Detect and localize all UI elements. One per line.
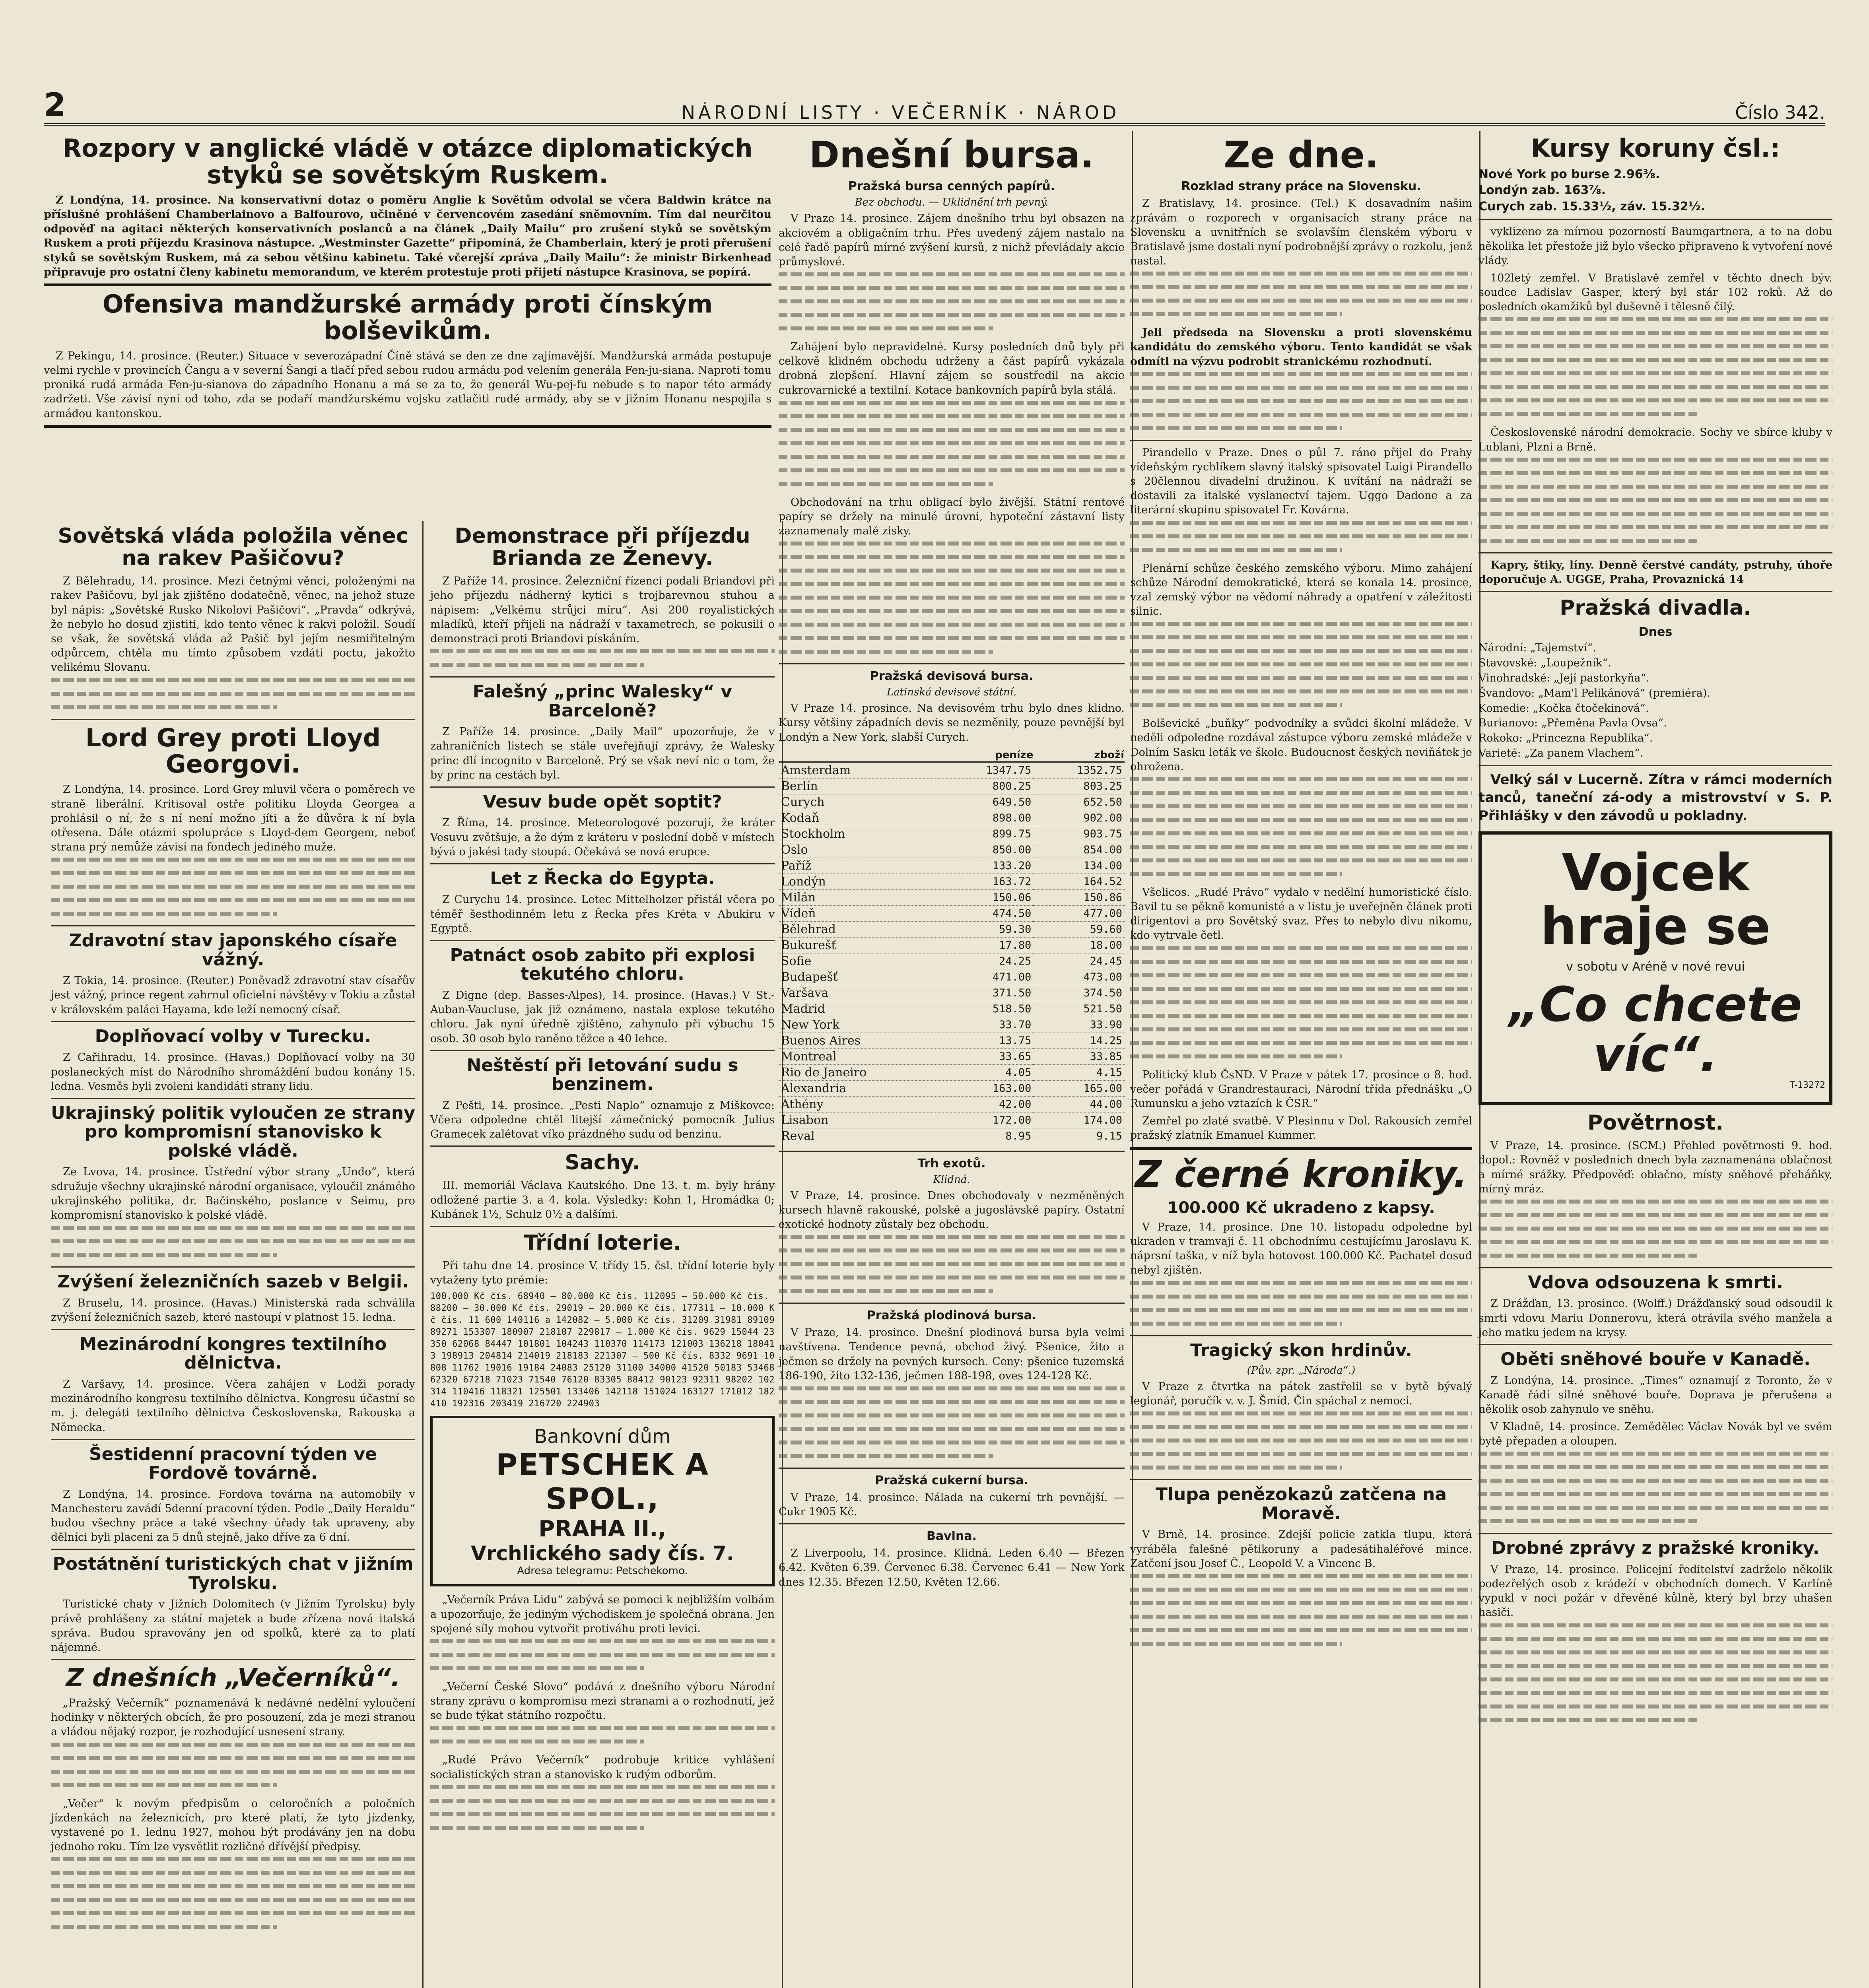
article-body: Zahájení bylo nepravidelné. Kursy posledních dnů byly při celkově klidném obchodu udrženy a část papírů vykázala drobná zlepšení. Hlavní zájem se soustředil na akcie cukrovarnické a textilní. Kotace bankovních papírů byla stálá. bbox=[779, 341, 1125, 396]
theatre-listing: Komedie: „Kočka čtočekinová“. bbox=[1478, 702, 1649, 714]
table-row bbox=[779, 1017, 1125, 1033]
divider bbox=[51, 1266, 415, 1268]
table-row bbox=[779, 937, 1125, 953]
divider bbox=[430, 1145, 775, 1147]
rate-sell: 164.52 bbox=[1034, 874, 1125, 889]
article-headline: Neštěstí při letování sudu s benzinem. bbox=[466, 1055, 738, 1095]
divider bbox=[430, 786, 775, 788]
article-headline: Vdova odsouzena k smrti. bbox=[1528, 1272, 1783, 1293]
body-text-lines bbox=[779, 1235, 1125, 1293]
ad-line: PETSCHEK A SPOL., bbox=[496, 1448, 709, 1516]
rate-city: Sofie bbox=[779, 953, 943, 969]
article-body: Z Bruselu, 14. prosince. (Havas.) Ministerská rada schválila zvýšení železničních sazeb, které nastoupí v platnost 15. ledna. bbox=[51, 1297, 415, 1324]
ad-line: Adresa telegramu: Petschekomo. bbox=[517, 1565, 688, 1577]
rate-buy: 42.00 bbox=[943, 1096, 1034, 1112]
divider bbox=[1478, 1533, 1832, 1534]
table-row bbox=[779, 810, 1125, 826]
divider bbox=[51, 719, 415, 720]
rate-sell: 150.86 bbox=[1034, 889, 1125, 905]
ad-reference: T-13272 bbox=[1789, 1080, 1825, 1091]
article-headline: Sachy. bbox=[565, 1151, 640, 1175]
article-headline: Let z Řecka do Egypta. bbox=[490, 868, 715, 889]
divider bbox=[1478, 591, 1832, 592]
subheadline: Bavlna. bbox=[927, 1529, 977, 1543]
theatre-listing: Národní: „Tajemství“. bbox=[1478, 642, 1596, 654]
body-text-lines bbox=[1130, 1574, 1472, 1646]
article-body: V Praze, 14. prosince. (SCM.) Přehled povětrnosti 9. hod. dopol.: Rovněž v posledních dnech byla zaznamenána oblačnost a mírné srážky. Předpověď: oblačno, místy sněhové přeháňky, mírný mráz. bbox=[1478, 1140, 1832, 1195]
divider bbox=[1130, 440, 1472, 441]
divider bbox=[1478, 552, 1832, 553]
divider bbox=[51, 1549, 415, 1550]
article-body: Z Digne (dep. Basses-Alpes), 14. prosince. (Havas.) V St.-Auban-Vaucluse, jak již oznámeno, nastala explose tekutého chloru. Jak nyní úředně zjištěno, zahynulo při výbuchu 15 osob. 30 osob bylo raněno těžce a 40 lehce. bbox=[430, 989, 775, 1045]
rate-sell: 1352.75 bbox=[1034, 762, 1125, 778]
rate-sell: 374.50 bbox=[1034, 985, 1125, 1001]
subheadline: Pražská plodinová bursa. bbox=[867, 1309, 1037, 1323]
table-row bbox=[779, 889, 1125, 905]
article-headline: Zvýšení železničních sazeb v Belgii. bbox=[57, 1272, 409, 1292]
table-header: zboží bbox=[1034, 749, 1125, 762]
rate-buy: 4.05 bbox=[943, 1064, 1034, 1080]
rate-city: Rio de Janeiro bbox=[779, 1064, 943, 1080]
rate-buy: 1347.75 bbox=[943, 762, 1034, 778]
article-body: Pirandello v Praze. Dnes o půl 7. ráno přijel do Prahy vídeňským rychlíkem slavný italský spisovatel Luigi Pirandello s 20člennou divadelní družinou. K uvítání na nádraží se dostavili za italské vyslanectví tajem. Uggo Dadone a za literární skupinu spisovatel Fr. Kovárna. bbox=[1130, 446, 1472, 516]
article-body: Z Bělehradu, 14. prosince. Mezi četnými věnci, položenými na rakev Pašičovu, byl jak zjištěno dodatečně, věnec, na jehož stuze byl nápis: „Sovětské Rusko Nikolovi Pašičovi“. „Pravda“ odkrývá, že nebylo ho dosud zjistiti, kdo tento věnec k rakvi položil. Soudí se však, že sovětská vláda až Pašič byl jejím nesmiřitelným odpůrcem, chtěla mu tímto způsobem vzdáti poctu, jakožto velikému Slovanu. bbox=[51, 575, 415, 674]
exchange-rate-rows bbox=[779, 762, 1125, 1144]
body-text-lines bbox=[1478, 317, 1832, 416]
article-headline: Tragický skon hrdinův. bbox=[1190, 1340, 1412, 1361]
table-row bbox=[779, 1001, 1125, 1017]
table-row bbox=[779, 794, 1125, 810]
rate-sell: 33.85 bbox=[1034, 1048, 1125, 1064]
article-headline: Povětrnost. bbox=[1587, 1111, 1723, 1135]
rate-line: Londýn zab. 163⅞. bbox=[1478, 183, 1606, 198]
body-text-lines bbox=[51, 858, 415, 916]
article-headline: Demonstrace při příjezdu Brianda ze Ženevy. bbox=[455, 524, 750, 571]
article-body: Z Drážďan, 13. prosince. (Wolff.) Drážďanský soud odsoudil k smrti vdovu Mariu Donnerovu, která otrávila svého manžela a jeho matku jedem na krysy. bbox=[1478, 1297, 1832, 1339]
table-row bbox=[779, 1080, 1125, 1096]
body-text-lines bbox=[779, 542, 1125, 654]
body-text-lines bbox=[430, 1726, 775, 1743]
article-body: Z Bratislavy, 14. prosince. (Tel.) K dosavadním našim zprávám o rozporech v organisacích strany práce na Slovensku a uvnitřních se svolavším členském výboru v Bratislavě jsme dostali nyní podrobnější zprávy o rozkolu, jenž nastal. bbox=[1130, 197, 1472, 268]
article-body: Z Londýna, 14. prosince. Lord Grey mluvil včera o poměrech ve straně liberální. Kritisoval ostře politiku Lloyda Georgea a prohlásil o ní, že s ní není možno jíti a že důvěra k ní byla otřesena. Dále otázmi spolupráce s Lloyd-dem Georgem, neboť strana prý nemůže závisí na fondech jediného muže. bbox=[51, 783, 415, 854]
article-body: Z Paříže 14. prosince. „Daily Mail“ upozorňuje, že v zahraničních listech se stále uveřejňují zprávy, že Walesky princ dlí incognito v Barceloně. Prý se však neví nic o tom, že by princ na cestách byl. bbox=[430, 726, 775, 781]
table-row bbox=[779, 778, 1125, 794]
rate-city: Berlín bbox=[779, 778, 943, 794]
body-text-lines bbox=[1130, 372, 1472, 430]
article-body: 102letý zemřel. V Bratislavě zemřel v těchto dnech býv. soudce Ladislav Gasper, který byl stár 102 roků. Až do posledních okamžiků byl duševně i tělesně čilý. bbox=[1478, 272, 1832, 313]
rate-buy: 172.00 bbox=[943, 1112, 1034, 1128]
rate-buy: 13.75 bbox=[943, 1033, 1034, 1048]
rate-sell: 652.50 bbox=[1034, 794, 1125, 810]
section-headline: Pražská divadla. bbox=[1560, 596, 1751, 620]
rate-buy: 371.50 bbox=[943, 985, 1034, 1001]
rate-buy: 163.00 bbox=[943, 1080, 1034, 1096]
article-body: Všelicos. „Rudé Právo“ vydalo v nedělní humoristické číslo. Bavil tu se pěkně komunisté a v listu je uveřejněn článek proti dirigentovi a pro Sovětský svaz. Přes to nebylo divu nikomu, kdo vytrvale četl. bbox=[1130, 886, 1472, 942]
exchange-rate-table bbox=[779, 749, 1125, 1144]
rate-sell: 902.00 bbox=[1034, 810, 1125, 826]
article-body: V Praze, 14. prosince. Dnes obchodovaly v nezměněných kursech hlavně rakouské, polské a jugoslávské papíry. Ostatní exotické hodnoty zůstaly bez obchodu. bbox=[779, 1189, 1125, 1231]
rate-sell: 854.00 bbox=[1034, 842, 1125, 858]
article-headline: Sovětská vláda položila věnec na rakev Pašičovu? bbox=[58, 524, 408, 571]
body-text-lines bbox=[430, 1785, 775, 1830]
rate-sell: 59.60 bbox=[1034, 921, 1125, 937]
subheadline-meta: Latinská devisové státní. bbox=[886, 686, 1017, 699]
rate-sell: 903.75 bbox=[1034, 826, 1125, 842]
rate-city: Bukurešť bbox=[779, 937, 943, 953]
body-text-lines bbox=[1130, 622, 1472, 707]
divider bbox=[1478, 219, 1832, 220]
divider bbox=[44, 283, 771, 286]
subheadline: Pražská devisová bursa. bbox=[870, 669, 1034, 683]
divider bbox=[44, 425, 771, 428]
article-headline: Oběti sněhové bouře v Kanadě. bbox=[1500, 1349, 1811, 1369]
article-headline: Doplňovací volby v Turecku. bbox=[95, 1026, 371, 1046]
theatre-listing: Vinohradské: „Její pastorkyňa“. bbox=[1478, 672, 1649, 684]
article-body: V Praze z čtvrtka na pátek zastřelil se v bytě bývalý legionář, poručík v. v. J. Šmíd. Čin spáchal z nemoci. bbox=[1130, 1380, 1472, 1408]
vojcek-advertisement bbox=[1478, 831, 1832, 1105]
rate-city: Londýn bbox=[779, 874, 943, 889]
divider bbox=[51, 925, 415, 926]
article-body: Z Říma, 14. prosince. Meteorologové pozorují, že kráter Vesuvu zvětšuje, a že dým z kráteru v poslední době v místech bývá o jakési tady stoupá. Očekává se nová erupce. bbox=[430, 817, 775, 858]
masthead bbox=[44, 80, 1825, 126]
table-row bbox=[779, 905, 1125, 921]
article-body: vyklizeno za mírnou pozorností Baumgartnera, a to na dobu několika let přestože již bylo všecko připraveno k vytvoření nové vlády. bbox=[1478, 225, 1832, 267]
body-text-lines bbox=[430, 1639, 775, 1670]
article-headline: Z dnešních „Večerníků“. bbox=[66, 1663, 400, 1693]
rate-buy: 150.06 bbox=[943, 889, 1034, 905]
article-body: Ze Lvova, 14. prosince. Ústřední výbor strany „Undo“, která sdružuje všechny ukrajinské národní organisace, vyloučil známého ukrajinského politika, dr. Bačinského, poslance v Seimu, pro kompromisní stanovisko k polské vládě. bbox=[51, 1166, 415, 1221]
lucerna-advertisement: Velký sál v Lucerně. Zítra v rámci moderních tanců, taneční zá-ody a mistrovství v S. P. Přihlášky v den závodů u pokladny. bbox=[1478, 771, 1832, 824]
rate-sell: 4.15 bbox=[1034, 1064, 1125, 1080]
body-text-lines bbox=[779, 272, 1125, 330]
rate-sell: 18.00 bbox=[1034, 937, 1125, 953]
subheadline: 100.000 Kč ukradeno z kapsy. bbox=[1167, 1198, 1435, 1217]
rate-sell: 33.90 bbox=[1034, 1017, 1125, 1033]
rate-city: Paříž bbox=[779, 858, 943, 874]
body-text-lines bbox=[51, 1226, 415, 1257]
theatre-listing: Švandovo: „Mam'l Pelikánová“ (premiéra). bbox=[1478, 687, 1711, 699]
table-header: peníze bbox=[943, 749, 1034, 762]
ad-title: „Co chcete víc“. bbox=[1509, 977, 1802, 1083]
article-headline: Patnáct osob zabito při explosi tekutého chloru. bbox=[450, 945, 755, 984]
body-text-lines bbox=[430, 649, 775, 667]
rate-sell: 521.50 bbox=[1034, 1001, 1125, 1017]
article-body: V Praze, 14. prosince. Policejní ředitelství zadrželo několik podezřelých osob z krádeží v obchodních domech. V Karlíně vypukl v noci požár v dřevěné kůlně, který byl brzy uhašen hasiči. bbox=[1478, 1563, 1832, 1619]
column-2 bbox=[423, 521, 783, 1988]
body-text-lines bbox=[1130, 1281, 1472, 1326]
column-1 bbox=[44, 521, 424, 1988]
rate-sell: 9.15 bbox=[1034, 1128, 1125, 1144]
theatre-today-label: Dnes bbox=[1638, 625, 1673, 639]
article-body: Zemřel po zlaté svatbě. V Plesinnu v Dol. Rakousích zemřel pražský zlatník Emanuel Kummer. bbox=[1130, 1115, 1472, 1142]
body-text-lines bbox=[51, 1857, 415, 1929]
table-header bbox=[779, 749, 943, 762]
divider bbox=[430, 1226, 775, 1227]
table-row bbox=[779, 921, 1125, 937]
article-headline: Třídní loterie. bbox=[524, 1231, 681, 1255]
section-headline: Dnešní bursa. bbox=[809, 134, 1094, 176]
article-body: Z Liverpoolu, 14. prosince. Klidná. Leden 6.40 — Březen 6.42. Květen 6.39. Červenec 6.38. Červenec 6.41 — New York dnes 12.35. Březen 12.50, Květen 12.66. bbox=[779, 1547, 1125, 1588]
article-headline: Mezinárodní kongres textilního dělnictva. bbox=[79, 1334, 387, 1373]
article-body: „Večer“ k novým předpisům o celoročních a poločních jízdenkách na železnicích, pro které platí, že tyto jízdenky, vystavené po 1. lednu 1927, mohou být prodávány jen na dobu jednoho roku. Tím lze vysvětlit rozličné dřívější předpisy. bbox=[51, 1797, 415, 1853]
table-row bbox=[779, 985, 1125, 1001]
rate-sell: 165.00 bbox=[1034, 1080, 1125, 1096]
rate-sell: 174.00 bbox=[1034, 1112, 1125, 1128]
table-row bbox=[779, 953, 1125, 969]
rate-line: Nové York po burse 2.96⅜. bbox=[1478, 167, 1660, 181]
subheadline: Trh exotů. bbox=[917, 1156, 986, 1171]
divider bbox=[51, 1329, 415, 1330]
divider bbox=[51, 1439, 415, 1440]
ad-line: Vrchlického sady čís. 7. bbox=[471, 1542, 734, 1565]
article-body: V Brně, 14. prosince. Zdejší policie zatkla tlupu, která vyráběla falešné pětikoruny a padesátihaléřové mince. Zatčení jsou Josef Č., Leopold V. a Vincenc B. bbox=[1130, 1528, 1472, 1570]
rate-city: Lisabon bbox=[779, 1112, 943, 1128]
rate-buy: 8.95 bbox=[943, 1128, 1034, 1144]
divider bbox=[1478, 1267, 1832, 1268]
rate-city: Bělehrad bbox=[779, 921, 943, 937]
rate-city: Alexandria bbox=[779, 1080, 943, 1096]
body-text-lines bbox=[51, 1743, 415, 1787]
divider bbox=[430, 1050, 775, 1051]
subheadline: Pražská bursa cenných papírů. bbox=[848, 179, 1055, 194]
issue-number: Číslo 342. bbox=[1735, 102, 1825, 123]
page-number: 2 bbox=[44, 86, 66, 123]
article-body: „Rudé Právo Večerník“ podrobuje kritice vyhlášení socialistických stran a stanovisko k rudým odborům. bbox=[430, 1754, 775, 1781]
article-body: Z Paříže 14. prosince. Železniční řízenci podali Briandovi při jeho příjezdu nádherný kytici s trojbarevnou stuhou a nápisem: „Velkému strůjci míru“. Asi 200 royalistických mladíků, kteří přijeli na nádraží v taxametrech, se pokusili o demonstraci proti Briandovi pískáním. bbox=[430, 575, 775, 645]
rate-buy: 898.00 bbox=[943, 810, 1034, 826]
rate-city: Milán bbox=[779, 889, 943, 905]
article-body: Z Londýna, 14. prosince. „Times“ oznamují z Toronto, že v Kanadě řádí silné sněhové bouře. Doprava je přerušena a několik osob zahynulo ve sněhu. bbox=[1478, 1374, 1832, 1415]
rate-city: Kodaň bbox=[779, 810, 943, 826]
theatre-listing: Rokoko: „Princezna Republika“. bbox=[1478, 732, 1653, 745]
table-row bbox=[779, 1048, 1125, 1064]
article-headline: Ofensiva mandžurské armády proti čínským bolševikům. bbox=[102, 289, 713, 345]
body-text-lines bbox=[1478, 1452, 1832, 1523]
divider bbox=[779, 1303, 1125, 1304]
body-text-lines bbox=[51, 678, 415, 709]
rate-sell: 44.00 bbox=[1034, 1096, 1125, 1112]
rate-buy: 649.50 bbox=[943, 794, 1034, 810]
rate-city: Montreal bbox=[779, 1048, 943, 1064]
body-text-lines bbox=[1130, 946, 1472, 1058]
table-row bbox=[779, 842, 1125, 858]
rate-city: Oslo bbox=[779, 842, 943, 858]
ad-line: Bankovní dům bbox=[534, 1425, 671, 1448]
body-text-lines bbox=[779, 1386, 1125, 1458]
theatre-listing: Stavovské: „Loupežník“. bbox=[1478, 657, 1611, 670]
rate-city: New York bbox=[779, 1017, 943, 1033]
rate-buy: 59.30 bbox=[943, 921, 1034, 937]
rate-buy: 33.70 bbox=[943, 1017, 1034, 1033]
divider bbox=[51, 1659, 415, 1660]
rate-sell: 134.00 bbox=[1034, 858, 1125, 874]
bank-advertisement bbox=[430, 1416, 775, 1586]
body-text-lines bbox=[1478, 1623, 1832, 1722]
rate-city: Madrid bbox=[779, 1001, 943, 1017]
rate-buy: 800.25 bbox=[943, 778, 1034, 794]
table-row bbox=[779, 969, 1125, 985]
article-body: Jeli předseda na Slovensku a proti slovenskému kandidátu do zemského výboru. Tento kandidát se však odmítl na výzvu podrobit stranickému rozhodnutí. bbox=[1130, 326, 1472, 368]
body-text-lines bbox=[1478, 458, 1832, 543]
lottery-numbers: 100.000 Kč čís. 68940 — 80.000 Kč čís. 112095 — 50.000 Kč čís. 88200 — 30.000 Kč čís. 29019 — 20.000 Kč čís. 177311 — 10.000 Kč čís. 11 600 140116 a 142082 — 5.000 Kč čís. 31209 31981 89109 89271 153307 180907 218107 229817 — 1.000 Kč čís. 9629 15044 23350 62068 84447 101801 104243 110370 114173 121003 136218 180413 198913 204814 214019 218183 221307 — 500 Kč čís. 8332 9691 10808 11762 19016 19184 24083 25120 31100 34000 41520 50183 53468 62320 67218 71023 71540 76120 83305 88412 90123 92311 98202 102314 110416 118321 125501 133406 142118 151024 163127 171012 182410 192316 203419 216720 224903 bbox=[430, 1291, 775, 1409]
article-body: Z Curychu 14. prosince. Letec Mittelholzer přistál včera po téměř šesthodinném letu z Řecka přes Kréta v Abukiru v Egyptě. bbox=[430, 893, 775, 935]
article-headline: Rozpory v anglické vládě v otázce diplomatických styků se sovětským Ruskem. bbox=[62, 134, 753, 189]
rate-city: Vídeň bbox=[779, 905, 943, 921]
rate-sell: 477.00 bbox=[1034, 905, 1125, 921]
rate-buy: 133.20 bbox=[943, 858, 1034, 874]
rate-buy: 471.00 bbox=[943, 969, 1034, 985]
article-body: V Praze, 14. prosince. Dne 10. listopadu odpoledne byl ukraden v tramvaji č. 11 obchodnímu cestujícímu Jaroslavu K. náprsní taška, v níž byla hotovost 100.000 Kč. Pachatel dosud nebyl zjištěn. bbox=[1130, 1221, 1472, 1277]
article-body: V Praze 14. prosince. Zájem dnešního trhu byl obsazen na akciovém a obligačním trhu. Přes uvedený zájem nastalo na celé řadě papírů mírné zvýšení kursů, z nichž převládaly akcie průmyslové. bbox=[779, 212, 1125, 268]
theatre-listings bbox=[1478, 624, 1832, 761]
divider bbox=[1130, 1335, 1472, 1336]
article-body: V Praze 14. prosince. Na devisovém trhu bylo dnes klidno. Kursy většiny západních devis se nezměnily, pouze pevnější byl Londýn a New York, slabší Curych. bbox=[779, 702, 1125, 744]
rate-sell: 24.45 bbox=[1034, 953, 1125, 969]
article-body: Plenární schůze českého zemského výboru. Mimo zahájení schůze Národní demokratické, která se konala 14. prosince, vzal zemský výbor na vědomí náhrady a opatření v záležitosti silnic. bbox=[1130, 562, 1472, 618]
ad-line: v sobotu v Aréně v nové revui bbox=[1566, 960, 1745, 974]
body-text-lines bbox=[1478, 1200, 1832, 1258]
divider bbox=[779, 1523, 1125, 1524]
column-5 bbox=[1471, 131, 1840, 1988]
article-headline: Tlupa penězokazů zatčena na Moravě. bbox=[1155, 1484, 1447, 1524]
rate-buy: 474.50 bbox=[943, 905, 1034, 921]
article-headline: Lord Grey proti Lloyd Georgovi. bbox=[85, 723, 381, 779]
body-text-lines bbox=[1130, 777, 1472, 876]
body-text-lines bbox=[1130, 1411, 1472, 1470]
divider bbox=[51, 1098, 415, 1099]
body-text-lines bbox=[779, 401, 1125, 486]
article-body: Obchodování na trhu obligací bylo živější. Státní rentové papíry se držely na minulé úrovni, hypoteční zástavní listy zaznamenaly malé zisky. bbox=[779, 496, 1125, 538]
article-body: „Večerní České Slovo“ podává z dnešního výboru Národní strany zprávu o kompromisu mezi stranami a o rozhodnutí, jež se bude týkat státního rozpočtu. bbox=[430, 1680, 775, 1722]
article-body: Turistické chaty v Jižních Dolomitech (v Jižním Tyrolsku) byly právě prohlášeny za státní majetek a bude zřízena nová italská správa. Budou spravovány jen od spolků, které za to platí nájemné. bbox=[51, 1598, 415, 1654]
article-body: Československé národní demokracie. Sochy ve sbírce kluby v Lublani, Plzni a Brně. bbox=[1478, 426, 1832, 453]
table-row bbox=[779, 1064, 1125, 1080]
article-body: Z Cařihradu, 14. prosince. (Havas.) Doplňovací volby na 30 poslaneckých míst do Národního shromáždění budou konány 15. ledna. Vesměs byli zvoleni kandidáti strany lidu. bbox=[51, 1051, 415, 1093]
rate-city: Curych bbox=[779, 794, 943, 810]
section-headline: Ze dne. bbox=[1224, 134, 1379, 176]
ad-line: PRAHA II., bbox=[538, 1516, 666, 1542]
table-row bbox=[779, 1033, 1125, 1048]
subheadline-meta: Klidná. bbox=[933, 1173, 970, 1186]
rate-buy: 17.80 bbox=[943, 937, 1034, 953]
table-row bbox=[779, 1128, 1125, 1144]
rate-city: Buenos Aires bbox=[779, 1033, 943, 1048]
article-body: Z Tokia, 14. prosince. (Reuter.) Poněvadž zdravotní stav císařův jest vážný, prince regent zahrnul oficielní návštěvy v Tokiu a zůstal v královském paláci Hayama, kde leží nemocný císař. bbox=[51, 975, 415, 1016]
article-headline: Drobné zprávy z pražské kroniky. bbox=[1491, 1538, 1820, 1559]
newspaper-title: NÁRODNÍ LISTY · VEČERNÍK · NÁROD bbox=[681, 102, 1120, 123]
table-row bbox=[779, 874, 1125, 889]
divider bbox=[779, 1468, 1125, 1469]
article-body: Bolševické „buňky“ podvodníky a svůdci školní mládeže. V neděli odpoledne rozdával zástupce výboru zemské mládeže v Dolním Sasku leták ve škole. Budoucnost českých neviňátek je ohrožena. bbox=[1130, 717, 1472, 773]
article-headline: Ukrajinský politik vyloučen ze strany pro kompromisní stanovisko k polské vládě. bbox=[51, 1103, 415, 1161]
table-row bbox=[779, 762, 1125, 778]
divider bbox=[1130, 1147, 1472, 1150]
rate-buy: 24.25 bbox=[943, 953, 1034, 969]
divider bbox=[51, 1021, 415, 1022]
rate-city: Budapešť bbox=[779, 969, 943, 985]
section-headline: Z černé kroniky. bbox=[1135, 1153, 1467, 1196]
table-row bbox=[779, 1096, 1125, 1112]
article-body: „Pražský Večerník“ poznamenává k nedávné nedělní vyloučení hodinky v některých obcích, že pro posouzení, zda je mezi stranou a vládou nějaký rozpor, je rozhodující usnesení strany. bbox=[51, 1697, 415, 1738]
rate-buy: 163.72 bbox=[943, 874, 1034, 889]
subheadline: Rozklad strany práce na Slovensku. bbox=[1181, 179, 1421, 194]
section-headline: Kursy koruny čsl.: bbox=[1531, 134, 1780, 163]
article-body: III. memoriál Václava Kautského. Dne 13. t. m. byly hrány odložené partie 3. a 4. kola. Výsledky: Kohn 1, Hromádka 0; Kubánek 1½, Schulz 0½ a dalšími. bbox=[430, 1179, 775, 1221]
article-body: Politický klub ČsND. V Praze v pátek 17. prosince o 8. hod. večer pořádá v Grandrestauraci, Národní třída přednášku „O Rumunsku a jeho vztazích k ČSR.“ bbox=[1130, 1068, 1472, 1110]
divider bbox=[779, 1151, 1125, 1152]
column-4 bbox=[1123, 131, 1480, 1988]
fish-advertisement: Kapry, štiky, líny. Denně čerstvé candáty, pstruhy, úhoře doporučuje A. UGGE, Praha, Provaznická 14 bbox=[1478, 559, 1832, 586]
rate-buy: 518.50 bbox=[943, 1001, 1034, 1017]
article-headline: Vesuv bude opět soptit? bbox=[483, 791, 722, 812]
rate-city: Athény bbox=[779, 1096, 943, 1112]
article-body: „Večerník Práva Lidu“ zabývá se pomoci k nejbližším volbám a upozorňuje, že jediným východiskem je společná obrana. Jen spojené síly mohou vytvořit protiváhu proti levici. bbox=[430, 1594, 775, 1635]
rate-buy: 899.75 bbox=[943, 826, 1034, 842]
article-body: V Praze, 14. prosince. Nálada na cukerní trh pevnější. — Cukr 1905 Kč. bbox=[779, 1491, 1125, 1518]
theatre-listing: Burianovo: „Přeměna Pavla Ovsa“. bbox=[1478, 717, 1667, 730]
table-row bbox=[779, 858, 1125, 874]
ad-headline: Vojcek hraje se bbox=[1540, 843, 1771, 956]
subheadline: Pražská cukerní bursa. bbox=[875, 1473, 1028, 1487]
article-body: Z Varšavy, 14. prosince. Včera zahájen v Lodži porady mezinárodního kongresu textilního dělnictva. Kongresu účastní se m. j. delegáti textilního dělnictva Československa, Rakouska a Německa. bbox=[51, 1378, 415, 1434]
subheadline-meta: Bez obchodu. — Uklidnění trh pevný. bbox=[855, 196, 1049, 209]
rate-buy: 33.65 bbox=[943, 1048, 1034, 1064]
article-headline: Šestidenní pracovní týden ve Fordově továrně. bbox=[89, 1444, 377, 1483]
top-story bbox=[44, 131, 771, 433]
subheadline-meta: (Pův. zpr. „Národa“.) bbox=[1247, 1365, 1356, 1377]
rate-city: Varšava bbox=[779, 985, 943, 1001]
divider bbox=[430, 676, 775, 678]
rate-city: Reval bbox=[779, 1128, 943, 1144]
column-3 bbox=[771, 131, 1133, 1988]
article-body: V Praze, 14. prosince. Dnešní plodinová bursa byla velmi navštívena. Tendence pevná, obchod živý. Pšenice, žito a ječmen se držely na pevných kursech. Ceny: pšenice tuzemská 186-190, žito 132-136, ječmen 188-198, oves 124-128 Kč. bbox=[779, 1326, 1125, 1382]
divider bbox=[430, 863, 775, 864]
article-headline: Postátnění turistických chat v jižním Tyrolsku. bbox=[52, 1554, 414, 1593]
body-text-lines bbox=[1130, 521, 1472, 552]
rate-sell: 473.00 bbox=[1034, 969, 1125, 985]
divider bbox=[1478, 765, 1832, 766]
article-body: V Kladně, 14. prosince. Zemědělec Václav Novák byl ve svém bytě přepaden a oloupen. bbox=[1478, 1421, 1832, 1448]
article-headline: Falešný „princ Walesky“ v Barceloně? bbox=[472, 681, 732, 721]
article-body: Při tahu dne 14. prosince V. třídy 15. čsl. třídní loterie byly vytaženy tyto prémie: bbox=[430, 1260, 775, 1287]
table-row bbox=[779, 1112, 1125, 1128]
rate-sell: 803.25 bbox=[1034, 778, 1125, 794]
rate-city: Stockholm bbox=[779, 826, 943, 842]
rate-city: Amsterdam bbox=[779, 762, 943, 778]
article-body: Z Pešti, 14. prosince. „Pesti Naplo“ oznamuje z Miškovce: Včera odpoledne chtěl litejší zámečnický pomocník Julius Gramecek zalétovat víko prázdného sudu od benzinu. bbox=[430, 1099, 775, 1141]
divider bbox=[779, 663, 1125, 664]
article-body: Z Londýna, 14. prosince. Fordova továrna na automobily v Manchesteru zavádí 5denní pracovní týden. Podle „Daily Heraldu“ budou všechny práce a také všechny úřady tak upraveny, aby dělníci byli placeni za 5 dnů stejně, jako dříve za 6 dní. bbox=[51, 1488, 415, 1544]
article-body: Z Londýna, 14. prosince. Na konservativní dotaz o poměru Anglie k Sovětům odvolal se včera Baldwin krátce na příslušné prohlášení Chamberlainovo a Balfourovo, učiněné v červencovém zasedání sněmovním. Tím dal neurčitou odpověď na agitaci některých konservativních poslanců a na článek „Daily Mailu“ pro zrušení styků se sovětským Ruskem a proti příjezdu Krasinova nástupce. „Westminster Gazette“ připomíná, že Chamberlain, který je proti přerušení styků se sovětským Ruskem, má za sebou většinu kabinetu. Také včerejší zpráva „Daily Mailu“: že ministr Birkenhead připravuje pro ostatní členy kabinetu memorandum, ve kterém protestuje proti přijetí nástupce Krasinova, se popírá. bbox=[44, 194, 771, 278]
table-row bbox=[779, 826, 1125, 842]
article-headline: Zdravotní stav japonského císaře vážný. bbox=[69, 930, 397, 970]
rate-buy: 850.00 bbox=[943, 842, 1034, 858]
divider bbox=[1478, 1344, 1832, 1345]
divider bbox=[1130, 1479, 1472, 1480]
body-text-lines bbox=[1130, 272, 1472, 316]
divider bbox=[430, 940, 775, 941]
article-body: Z Pekingu, 14. prosince. (Reuter.) Situace v severozápadní Číně stává se den ze dne zajímavější. Mandžurská armáda postupuje velmi rychle v provincích Čangu a v severní Šangi a tlačí před sebou rudou armádu pod velením generála Fen-ju-siana. Naproti tomu proniká rudá armáda Fen-ju-sianova do západního Honanu a má se za to, že generál Wu-pej-fu nebude s to napor této armády zadržeti. Vše závisí nyní od toho, zda se podaří mandžurskému vojsku zatlačiti rudé armády, aby se v jižním Honanu nespojila s armádou kantonskou. bbox=[44, 349, 771, 420]
rate-sell: 14.25 bbox=[1034, 1033, 1125, 1048]
currency-rates bbox=[1478, 167, 1832, 215]
theatre-listing: Varieté: „Za panem Vlachem“. bbox=[1478, 747, 1644, 759]
rate-line: Curych zab. 15.33½, záv. 15.32½. bbox=[1478, 199, 1706, 214]
